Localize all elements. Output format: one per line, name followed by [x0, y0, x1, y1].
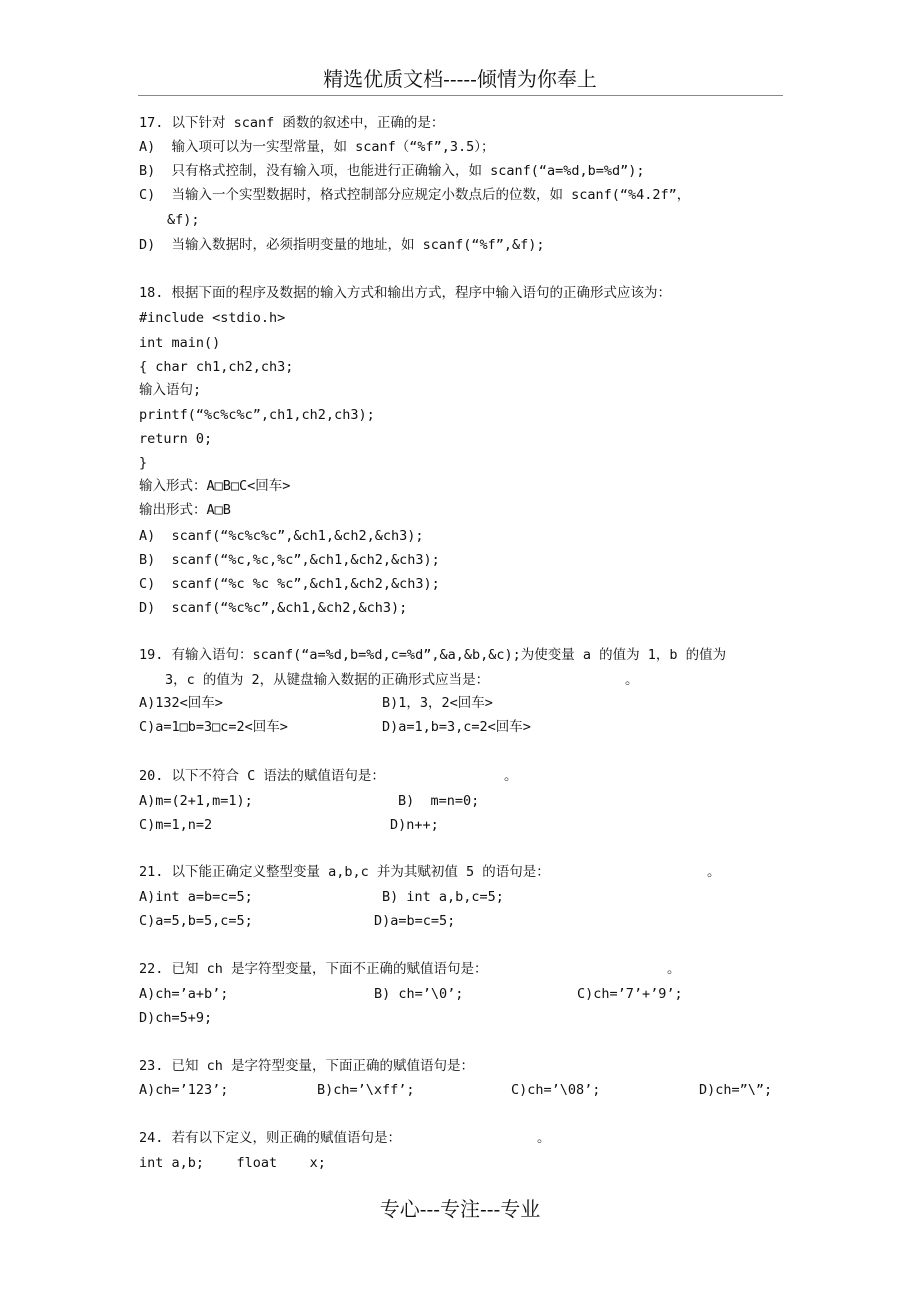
- q19-stem-line1: 19. 有输入语句：scanf(“a=%d,b=%d,c=%d”,&a,&b,&c);为使变量 a 的值为 1，b 的值为: [139, 647, 727, 663]
- q22-stem: 22. 已知 ch 是字符型变量，下面不正确的赋值语句是：: [139, 961, 488, 977]
- q20-stem: 20. 以下不符合 C 语法的赋值语句是：: [139, 768, 385, 784]
- q17-option-d: D) 当输入数据时，必须指明变量的地址，如 scanf(“%f”,&f);: [139, 237, 545, 253]
- page-header-title: 精选优质文档-----倾情为你奉上: [323, 67, 597, 91]
- q18-code-line: { char ch1,ch2,ch3;: [139, 359, 294, 375]
- q20-blank: 。: [504, 768, 518, 784]
- q21-stem: 21. 以下能正确定义整型变量 a,b,c 并为其赋初值 5 的语句是：: [139, 864, 550, 880]
- q23-stem: 23. 已知 ch 是字符型变量，下面正确的赋值语句是：: [139, 1058, 475, 1074]
- q20-option-a: A)m=(2+1,m=1);: [139, 793, 253, 809]
- q18-option-a: A) scanf(“%c%c%c”,&ch1,&ch2,&ch3);: [139, 528, 424, 544]
- q19-option-d: D)a=1,b=3,c=2<回车>: [382, 719, 531, 735]
- q17-option-c-line2: &f);: [167, 212, 200, 228]
- q20-option-b: B) m=n=0;: [398, 793, 480, 809]
- q21-option-b: B) int a,b,c=5;: [382, 889, 504, 905]
- q19-option-c: C)a=1□b=3□c=2<回车>: [139, 719, 288, 735]
- q21-blank: 。: [707, 864, 721, 880]
- q19-stem-line2: 3，c 的值为 2，从键盘输入数据的正确形式应当是：: [165, 672, 490, 688]
- q23-option-b: B)ch=’\xff’;: [317, 1082, 415, 1098]
- q24-code: int a,b; float x;: [139, 1155, 326, 1171]
- q18-code-line: #include <stdio.h>: [139, 310, 286, 326]
- q24-blank: 。: [537, 1130, 551, 1146]
- q18-stem: 18. 根据下面的程序及数据的输入方式和输出方式，程序中输入语句的正确形式应该为：: [139, 285, 672, 301]
- q18-code-line: }: [139, 455, 148, 471]
- q19-option-a: A)132<回车>: [139, 695, 223, 711]
- q21-option-a: A)int a=b=c=5;: [139, 889, 253, 905]
- q24-stem: 24. 若有以下定义，则正确的赋值语句是：: [139, 1130, 402, 1146]
- q18-output-form: 输出形式：A□B: [139, 502, 231, 518]
- q18-input-form: 输入形式：A□B□C<回车>: [139, 478, 291, 494]
- q17-stem: 17. 以下针对 scanf 函数的叙述中，正确的是：: [139, 115, 445, 131]
- q22-blank: 。: [667, 961, 681, 977]
- q23-option-a: A)ch=’123’;: [139, 1082, 229, 1098]
- q18-code-line: int main(): [139, 335, 221, 351]
- q23-option-d: D)ch=”\”;: [699, 1082, 773, 1098]
- q19-option-b: B)1，3，2<回车>: [382, 695, 493, 711]
- q22-option-d: D)ch=5+9;: [139, 1010, 213, 1026]
- q18-code-line: 输入语句;: [139, 382, 202, 398]
- q20-option-c: C)m=1,n=2: [139, 817, 213, 833]
- q20-option-d: D)n++;: [390, 817, 439, 833]
- q18-code-line: printf(“%c%c%c”,ch1,ch2,ch3);: [139, 407, 375, 423]
- q17-option-a: A) 输入项可以为一实型常量，如 scanf（“%f”,3.5）；: [139, 139, 495, 155]
- q18-option-d: D) scanf(“%c%c”,&ch1,&ch2,&ch3);: [139, 600, 408, 616]
- q18-option-b: B) scanf(“%c,%c,%c”,&ch1,&ch2,&ch3);: [139, 552, 440, 568]
- q19-blank: 。: [625, 672, 639, 688]
- q17-option-b: B) 只有格式控制，没有输入项，也能进行正确输入，如 scanf(“a=%d,b=%d”);: [139, 163, 645, 179]
- q22-option-c: C)ch=’7’+’9’;: [577, 986, 683, 1002]
- header-rule: [138, 95, 783, 96]
- q22-option-a: A)ch=’a+b’;: [139, 986, 229, 1002]
- page-footer: 专心---专注---专业: [379, 1197, 541, 1221]
- q18-code-line: return 0;: [139, 431, 213, 447]
- q22-option-b: B) ch=’\0’;: [374, 986, 464, 1002]
- q21-option-d: D)a=b=c=5;: [374, 913, 456, 929]
- q21-option-c: C)a=5,b=5,c=5;: [139, 913, 253, 929]
- q18-option-c: C) scanf(“%c %c %c”,&ch1,&ch2,&ch3);: [139, 576, 440, 592]
- q17-option-c-line1: C) 当输入一个实型数据时，格式控制部分应规定小数点后的位数，如 scanf(“%4.2f”，: [139, 187, 691, 203]
- q23-option-c: C)ch=’\08’;: [511, 1082, 601, 1098]
